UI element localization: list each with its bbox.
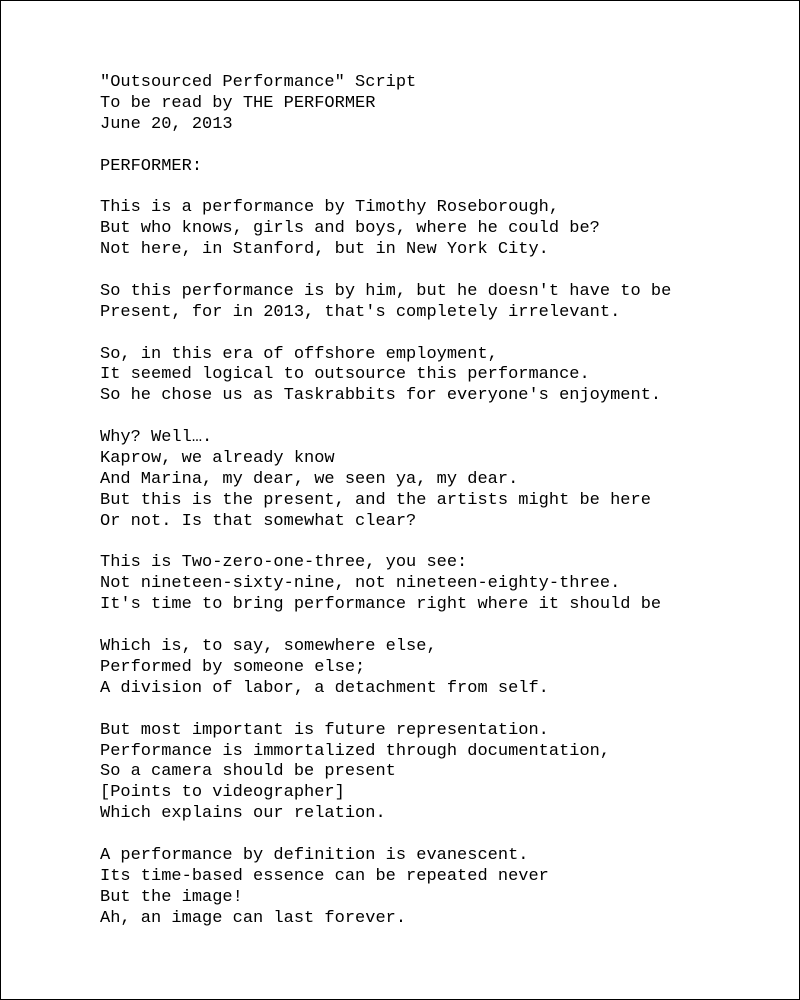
verse-line: Kaprow, we already know <box>100 449 335 469</box>
script-body <box>100 73 671 930</box>
script-date: June 20, 2013 <box>100 114 233 134</box>
stanza <box>100 282 671 324</box>
verse-line: It's time to bring performance right where it should be <box>100 595 662 615</box>
verse-line: Performance is immortalized through documentation, <box>100 741 611 761</box>
verse-line: So, in this era of offshore employment, <box>100 344 498 364</box>
verse-line: But who knows, girls and boys, where he could be? <box>100 219 600 239</box>
stanza <box>100 198 671 261</box>
blank-line <box>100 616 671 637</box>
stanza <box>100 428 671 532</box>
stanza-list <box>100 198 671 929</box>
verse-line: Its time-based essence can be repeated never <box>100 866 549 886</box>
blank-line <box>100 261 671 282</box>
verse-line: A performance by definition is evanescent. <box>100 845 529 865</box>
verse-line: And Marina, my dear, we seen ya, my dear. <box>100 469 519 489</box>
blank-line <box>100 136 671 157</box>
stanza <box>100 721 671 825</box>
verse-line: Or not. Is that somewhat clear? <box>100 511 417 531</box>
verse-line: This is a performance by Timothy Roseborough, <box>100 198 560 218</box>
verse-line: Why? Well…. <box>100 428 213 448</box>
verse-line: Which explains our relation. <box>100 804 386 824</box>
blank-line <box>100 324 671 345</box>
verse-line: Performed by someone else; <box>100 657 366 677</box>
stanza <box>100 637 671 700</box>
verse-line: Not here, in Stanford, but in New York City. <box>100 240 549 260</box>
blank-line <box>100 177 671 198</box>
speaker-label: PERFORMER: <box>100 156 203 176</box>
verse-line: It seemed logical to outsource this performance. <box>100 365 590 385</box>
verse-line: So he chose us as Taskrabbits for everyone's enjoyment. <box>100 386 662 406</box>
stanza <box>100 846 671 930</box>
verse-line: This is Two-zero-one-three, you see: <box>100 553 468 573</box>
verse-line: So this performance is by him, but he doesn't have to be <box>100 281 672 301</box>
verse-line: [Points to videographer] <box>100 783 345 803</box>
blank-line <box>100 825 671 846</box>
verse-line: A division of labor, a detachment from self. <box>100 678 549 698</box>
blank-line <box>100 700 671 721</box>
verse-line: So a camera should be present <box>100 762 396 782</box>
blank-line <box>100 407 671 428</box>
script-title: "Outsourced Performance" Script <box>100 73 417 92</box>
verse-line: But most important is future representation. <box>100 720 549 740</box>
blank-line <box>100 533 671 554</box>
verse-line: But this is the present, and the artists might be here <box>100 490 651 510</box>
verse-line: Not nineteen-sixty-nine, not nineteen-eighty-three. <box>100 574 621 594</box>
verse-line: But the image! <box>100 887 243 907</box>
stanza <box>100 345 671 408</box>
script-subtitle: To be read by THE PERFORMER <box>100 93 376 113</box>
verse-line: Ah, an image can last forever. <box>100 908 407 928</box>
verse-line: Which is, to say, somewhere else, <box>100 637 437 657</box>
stanza <box>100 553 671 616</box>
verse-line: Present, for in 2013, that's completely irrelevant. <box>100 302 621 322</box>
